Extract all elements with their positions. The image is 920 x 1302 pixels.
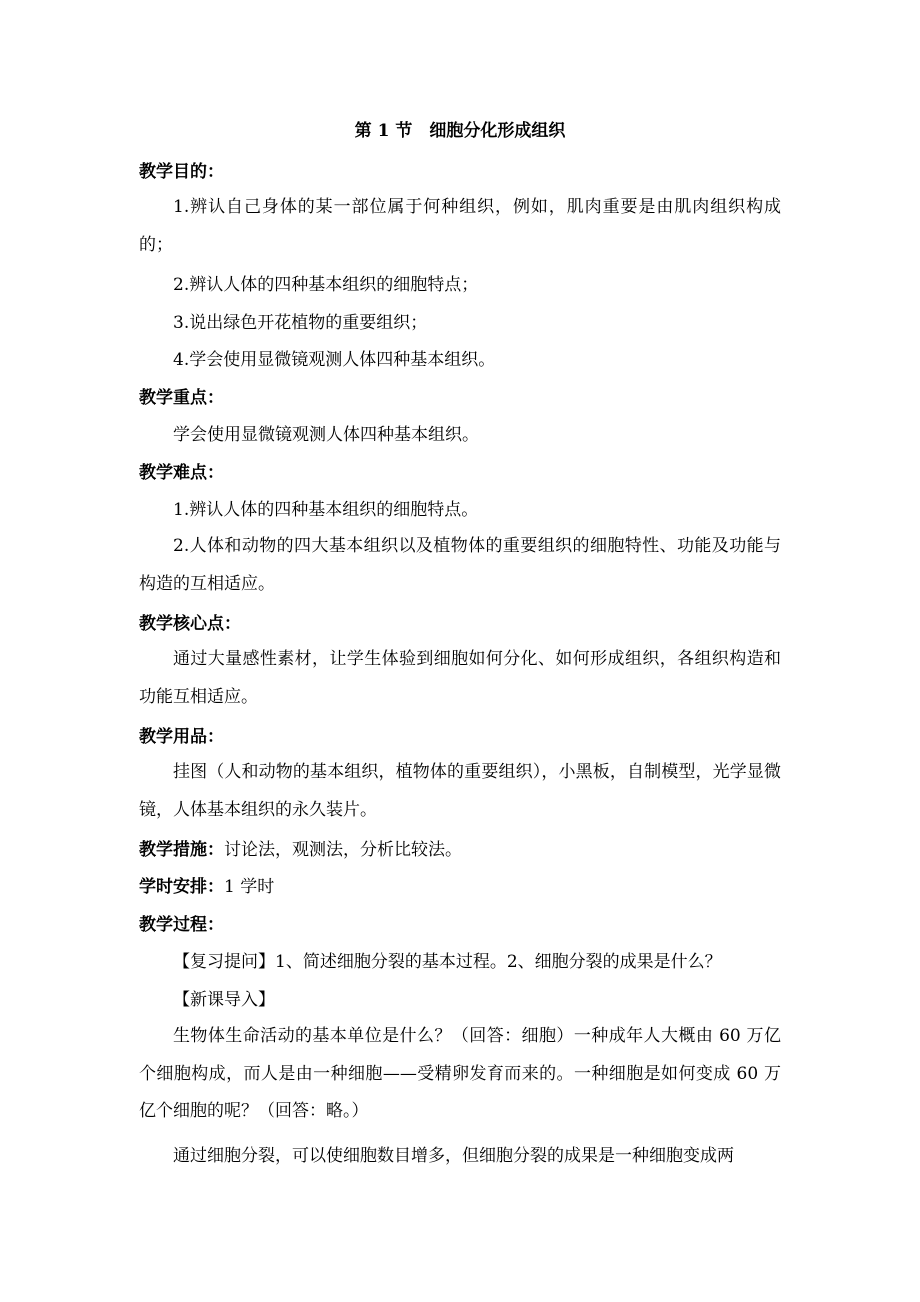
core-text: 通过大量感性素材，让学生体验到细胞如何分化、如何形成组织，各组织构造和功能互相适应。 (139, 649, 781, 707)
page-title: 第 1 节 细胞分化形成组织 (354, 121, 566, 141)
difficulty-item-2: 2.人体和动物的四大基本组织以及植物体的重要组织的细胞特性、功能及功能与构造的互相适应。 (139, 536, 781, 594)
intro-paragraph-1: 生物体生命活动的基本单位是什么？（回答：细胞）一种成年人大概由 60 万亿个细胞构成，而人是由一种细胞——受精卵发育而来的。一种细胞是如何变成 60 万亿个细胞的呢？（回答：略。） (139, 1026, 781, 1121)
measures-row (139, 837, 462, 863)
review-questions: 【复习提问】1、简述细胞分裂的基本过程。2、细胞分裂的成果是什么？ (173, 952, 722, 972)
supplies-heading: 教学用品： (139, 727, 224, 747)
difficulties-heading: 教学难点： (139, 463, 224, 483)
intro-paragraph-2: 通过细胞分裂，可以使细胞数目增多，但细胞分裂的成果是一种细胞变成两 (173, 1146, 734, 1166)
objectives-heading: 教学目的： (139, 162, 224, 182)
process-heading: 教学过程： (139, 915, 224, 935)
key-points-text: 学会使用显微镜观测人体四种基本组织。 (173, 425, 479, 445)
core-heading: 教学核心点： (139, 614, 241, 634)
objective-item-3: 3.说出绿色开花植物的重要组织； (173, 313, 428, 333)
difficulty-item-1: 1.辨认人体的四种基本组织的细胞特点。 (173, 500, 479, 520)
measures-text: 讨论法，观测法，分析比较法。 (224, 840, 462, 860)
supplies-text: 挂图（人和动物的基本组织，植物体的重要组织），小黑板，自制模型，光学显微镜，人体基本组织的永久装片。 (139, 762, 781, 820)
measures-heading: 教学措施： (139, 840, 224, 860)
objective-item-1: 1.辨认自己身体的某一部位属于何种组织，例如，肌肉重要是由肌肉组织构成的； (139, 197, 781, 255)
key-points-heading: 教学重点： (139, 388, 224, 408)
schedule-row (139, 874, 274, 900)
intro-label: 【新课导入】 (173, 990, 275, 1010)
schedule-heading: 学时安排： (139, 877, 224, 897)
objective-item-4: 4.学会使用显微镜观测人体四种基本组织。 (173, 350, 496, 370)
objective-item-2: 2.辨认人体的四种基本组织的细胞特点； (173, 275, 479, 295)
schedule-text: 1 学时 (224, 877, 275, 897)
